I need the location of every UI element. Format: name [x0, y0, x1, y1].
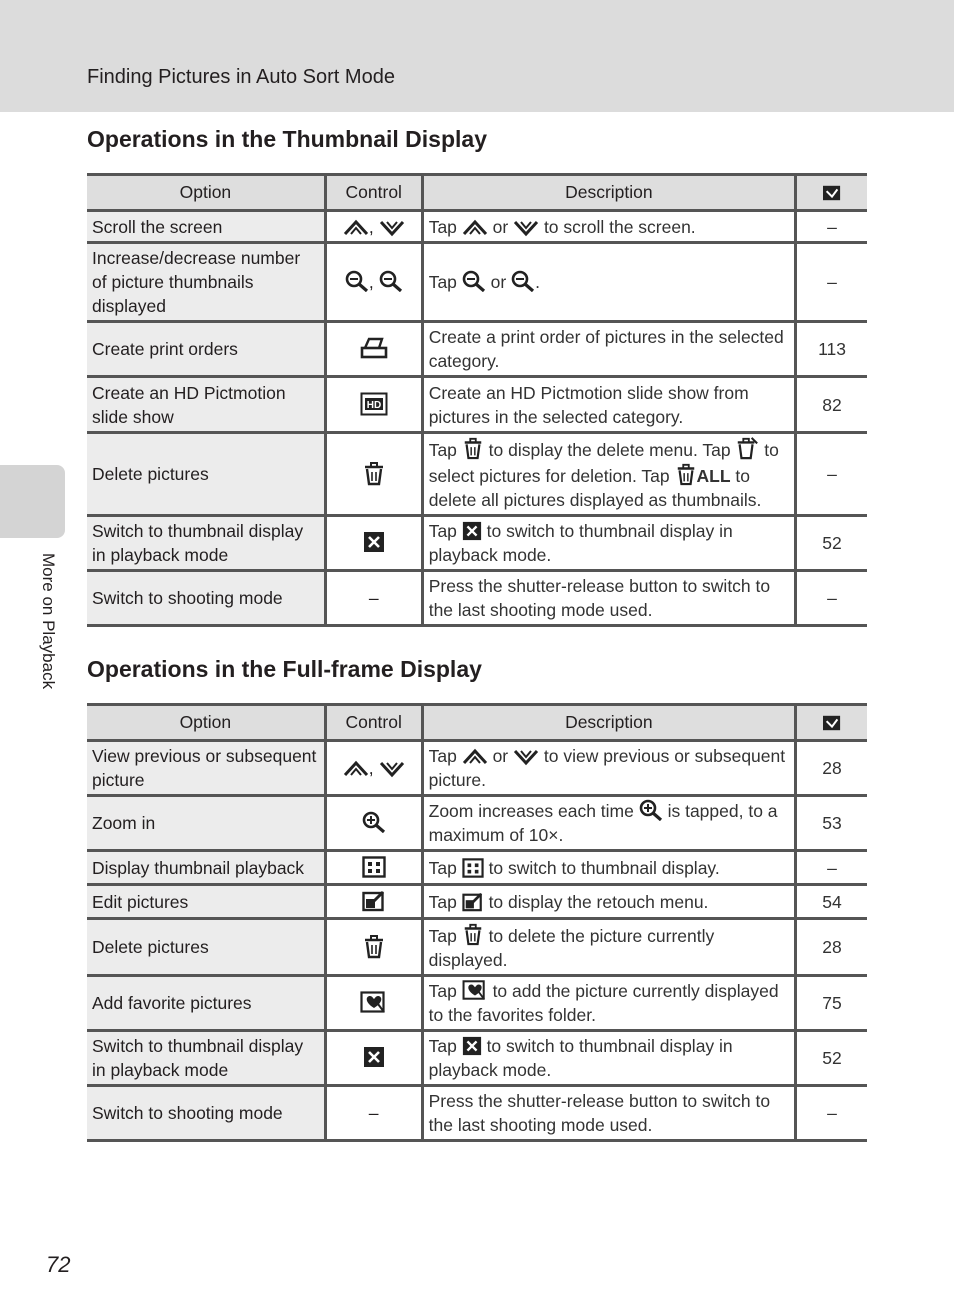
page-cell: –: [796, 851, 867, 885]
col-control: Control: [325, 175, 422, 211]
option-cell: Scroll the screen: [87, 211, 325, 243]
control-cell: [325, 516, 422, 571]
page-cell: 75: [796, 976, 867, 1031]
description-cell: Tap to switch to thumbnail display in playback mode.: [422, 1031, 795, 1086]
control-cell: [325, 433, 422, 516]
col-description: Description: [422, 705, 795, 741]
control-cell: –: [325, 571, 422, 626]
page-cell: –: [796, 433, 867, 516]
table-row: [87, 741, 867, 796]
option-cell: Delete pictures: [87, 919, 325, 976]
table-row: [87, 571, 867, 626]
playback-icon: [363, 531, 385, 553]
section-heading-thumbnail: Operations in the Thumbnail Display: [87, 126, 487, 152]
description-cell: Tap to display the retouch menu.: [422, 885, 795, 919]
chevron-up-icon: [343, 760, 369, 778]
trash-icon: [362, 460, 386, 486]
control-cell: [325, 377, 422, 433]
chevron-down-icon: [513, 748, 539, 766]
zoom-out-icon: [462, 270, 486, 292]
table-row: [87, 377, 867, 433]
option-cell: Switch to thumbnail display in playback mode: [87, 516, 325, 571]
table-header-row: [87, 705, 867, 741]
chevron-up-icon: [462, 219, 488, 237]
control-cell: [325, 1031, 422, 1086]
table-row: [87, 211, 867, 243]
zoom-in-icon: [362, 811, 386, 833]
description-cell: Tap to add the picture currently displayed to the favorites folder.: [422, 976, 795, 1031]
page-reference-icon: [822, 714, 842, 732]
col-control: Control: [325, 705, 422, 741]
retouch-icon: [462, 892, 484, 912]
page-cell: 53: [796, 796, 867, 851]
trash-icon: [462, 436, 484, 460]
page-number: 72: [46, 1252, 71, 1277]
option-cell: Create an HD Pictmotion slide show: [87, 377, 325, 433]
chevron-up-icon: [462, 748, 488, 766]
description-cell: Tap or to view previous or subsequent picture.: [422, 741, 795, 796]
section-heading-full-frame: Operations in the Full-frame Display: [87, 656, 482, 682]
page-cell: 54: [796, 885, 867, 919]
zoom-in-icon: [379, 270, 403, 292]
hd-pictmotion-icon: [360, 392, 388, 416]
description-cell: Tap to switch to thumbnail display.: [422, 851, 795, 885]
favorite-icon: [360, 990, 388, 1014]
description-cell: Create a print order of pictures in the selected category.: [422, 322, 795, 377]
header-band: [0, 0, 954, 112]
trash-all-icon: ALL: [675, 466, 731, 486]
chevron-down-icon: [379, 760, 405, 778]
page-header-title: Finding Pictures in Auto Sort Mode: [87, 66, 395, 88]
option-cell: Edit pictures: [87, 885, 325, 919]
side-tab: [0, 465, 65, 538]
favorite-icon: [462, 979, 488, 1001]
page-cell: 82: [796, 377, 867, 433]
trash-select-icon: [735, 436, 759, 460]
page-reference-icon: [822, 184, 842, 202]
trash-icon: [362, 933, 386, 959]
option-cell: View previous or subsequent picture: [87, 741, 325, 796]
table-row: [87, 1031, 867, 1086]
table-row: [87, 516, 867, 571]
table-row: [87, 885, 867, 919]
control-cell: [325, 976, 422, 1031]
full-frame-operations-table: [87, 703, 867, 1142]
description-cell: Tap to switch to thumbnail display in playback mode.: [422, 516, 795, 571]
col-option: Option: [87, 175, 325, 211]
page-cell: –: [796, 1086, 867, 1141]
table-row: [87, 1086, 867, 1141]
control-cell: [325, 851, 422, 885]
page-cell: –: [796, 243, 867, 322]
chevron-up-icon: [343, 219, 369, 237]
side-label-text: More on Playback: [39, 553, 58, 690]
option-cell: Create print orders: [87, 322, 325, 377]
option-cell: Switch to thumbnail display in playback mode: [87, 1031, 325, 1086]
col-option: Option: [87, 705, 325, 741]
page-cell: –: [796, 571, 867, 626]
zoom-in-icon: [511, 270, 535, 292]
description-cell: Press the shutter-release button to switch to the last shooting mode used.: [422, 571, 795, 626]
option-cell: Delete pictures: [87, 433, 325, 516]
option-cell: Increase/decrease number of picture thumbnails displayed: [87, 243, 325, 322]
control-cell: –: [325, 1086, 422, 1141]
page-cell: 28: [796, 741, 867, 796]
description-cell: Zoom increases each time is tapped, to a maximum of 10×.: [422, 796, 795, 851]
description-cell: Tap or .: [422, 243, 795, 322]
control-cell: ,: [325, 211, 422, 243]
option-cell: Display thumbnail playback: [87, 851, 325, 885]
description-cell: Press the shutter-release button to switch to the last shooting mode used.: [422, 1086, 795, 1141]
control-cell: [325, 885, 422, 919]
description-cell: Tap to display the delete menu. Tap to select pictures for deletion. Tap ALL to delete all pictures displayed as thumbnails.: [422, 433, 795, 516]
table-row: [87, 976, 867, 1031]
option-cell: Switch to shooting mode: [87, 571, 325, 626]
description-cell: Tap or to scroll the screen.: [422, 211, 795, 243]
table-row: [87, 919, 867, 976]
page-cell: –: [796, 211, 867, 243]
thumbnail-icon: [362, 856, 386, 878]
page-cell: 52: [796, 1031, 867, 1086]
page-cell: 28: [796, 919, 867, 976]
thumbnail-operations-table: [87, 173, 867, 627]
zoom-in-icon: [639, 799, 663, 821]
col-page-ref: [796, 705, 867, 741]
option-cell: Zoom in: [87, 796, 325, 851]
page-cell: 52: [796, 516, 867, 571]
description-cell: Create an HD Pictmotion slide show from pictures in the selected category.: [422, 377, 795, 433]
thumbnail-icon: [462, 858, 484, 878]
zoom-out-icon: [345, 270, 369, 292]
col-description: Description: [422, 175, 795, 211]
table-row: [87, 851, 867, 885]
trash-icon: [462, 922, 484, 946]
control-cell: [325, 919, 422, 976]
retouch-icon: [362, 890, 386, 912]
control-cell: [325, 796, 422, 851]
control-cell: ,: [325, 243, 422, 322]
option-cell: Switch to shooting mode: [87, 1086, 325, 1141]
side-label: [36, 553, 58, 703]
table-row: [87, 322, 867, 377]
playback-icon: [462, 521, 482, 541]
description-cell: Tap to delete the picture currently displayed.: [422, 919, 795, 976]
table-row: [87, 243, 867, 322]
table-row: [87, 433, 867, 516]
option-cell: Add favorite pictures: [87, 976, 325, 1031]
table-row: [87, 796, 867, 851]
chevron-down-icon: [513, 219, 539, 237]
playback-icon: [462, 1036, 482, 1056]
print-icon: [360, 336, 388, 360]
control-cell: [325, 322, 422, 377]
control-cell: ,: [325, 741, 422, 796]
chevron-down-icon: [379, 219, 405, 237]
playback-icon: [363, 1046, 385, 1068]
page-cell: 113: [796, 322, 867, 377]
table-header-row: [87, 175, 867, 211]
col-page-ref: [796, 175, 867, 211]
